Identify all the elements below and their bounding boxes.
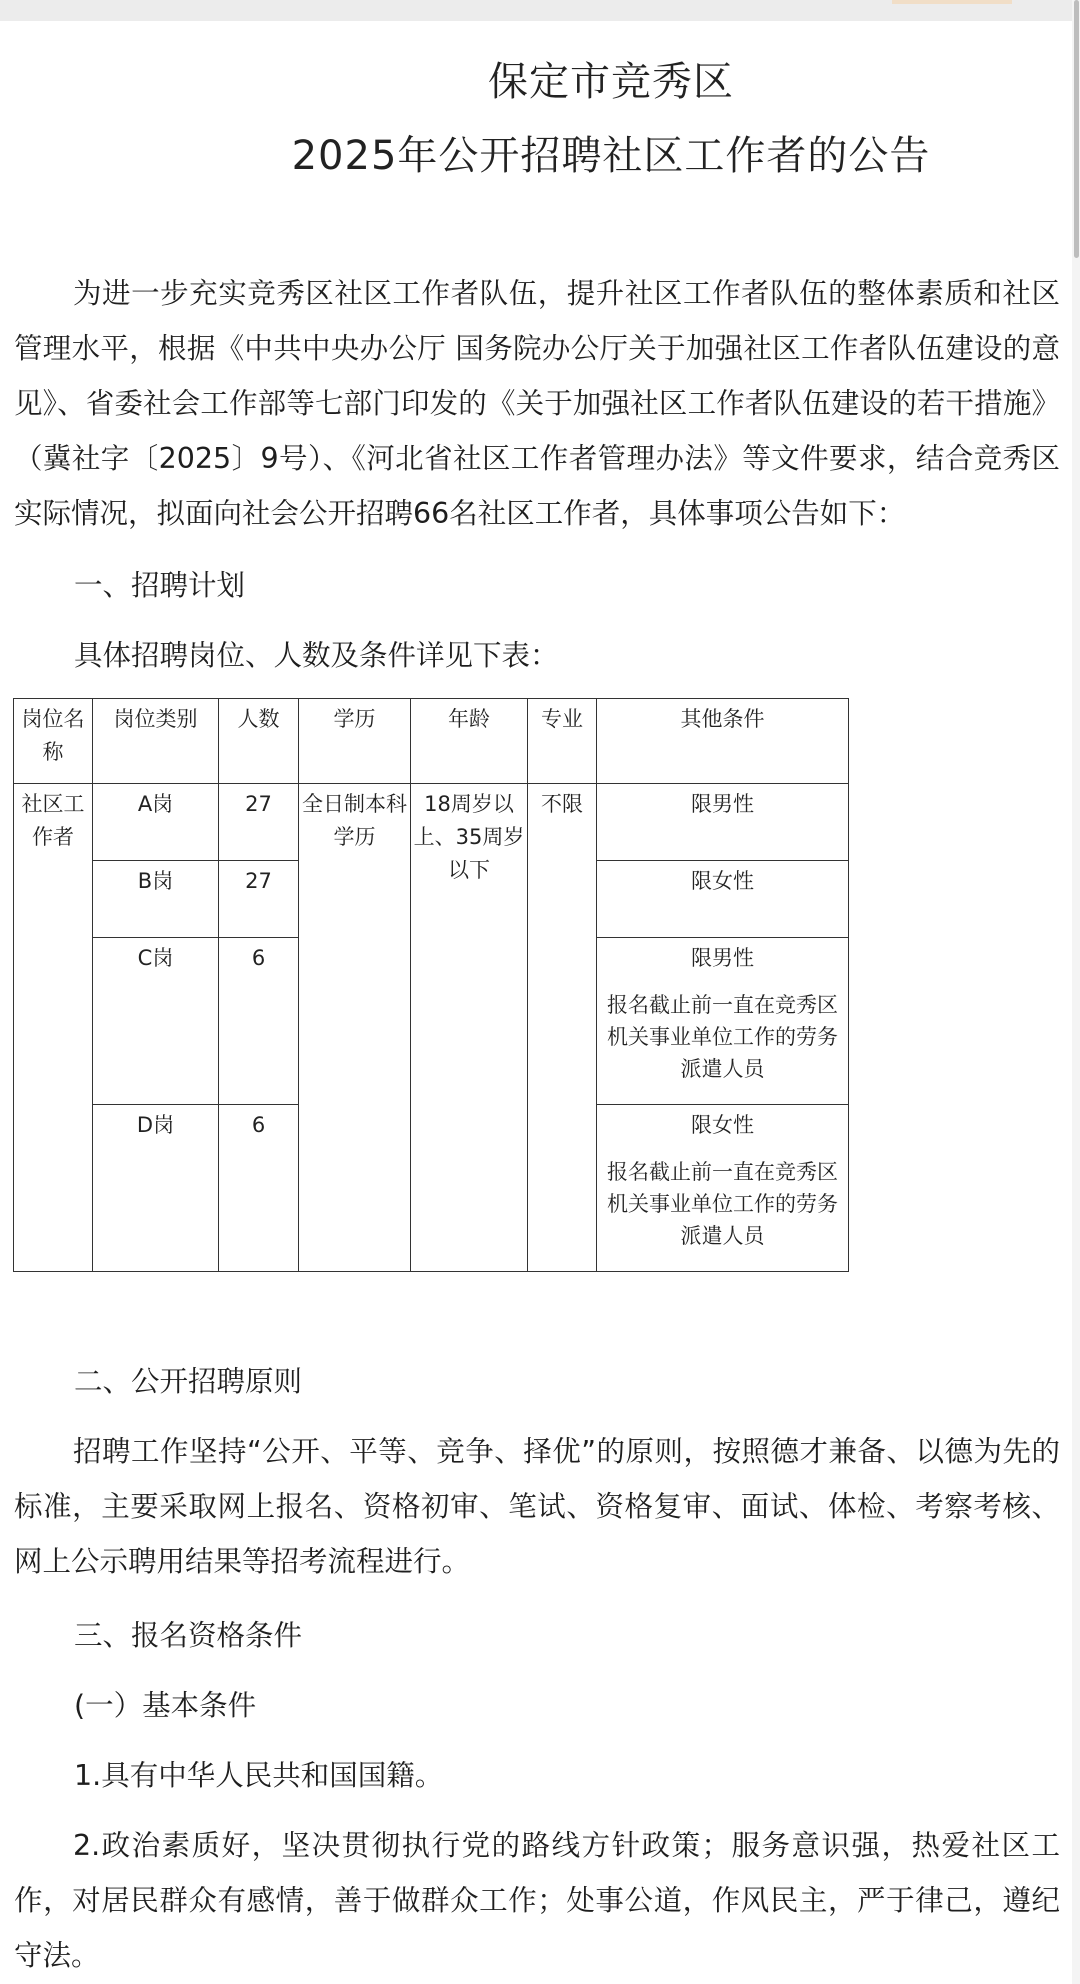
cell-count: 27 (219, 784, 299, 861)
header-count: 人数 (219, 699, 299, 784)
cell-major: 不限 (528, 784, 597, 1272)
scrollbar-thumb[interactable] (1074, 0, 1079, 258)
section2-body: 招聘工作坚持“公开、平等、竞争、择优”的原则，按照德才兼备、以德为先的标准，主要采取网上报名、资格初审、笔试、资格复审、面试、体检、考察考核、网上公示聘用结果等招考流程进行。 (14, 1435, 1060, 1578)
cell-condition (597, 784, 849, 861)
page-title-line-1: 保定市竞秀区 (488, 59, 734, 105)
section1-heading: 一、招聘计划 (74, 569, 246, 602)
cell-age: 18周岁以上、35周岁以下 (411, 784, 528, 1272)
table-row (14, 784, 849, 861)
condition-text: 限男性 (691, 946, 754, 970)
page-title-line-2: 2025年公开招聘社区工作者的公告 (291, 133, 931, 179)
top-bar (0, 0, 1072, 21)
section3-item2: 2.政治素质好，坚决贯彻执行党的路线方针政策；服务意识强，热爱社区工作，对居民群众有感情，善于做群众工作；处事公道，作风民主，严于律己，遵纪守法。 (14, 1829, 1060, 1972)
header-education: 学历 (299, 699, 411, 784)
table-header-row (14, 699, 849, 784)
cell-category: C岗 (93, 938, 219, 1105)
cell-count: 27 (219, 861, 299, 938)
recruitment-table (13, 698, 849, 1272)
condition-note: 报名截止前一直在竞秀区机关事业单位工作的劳务派遣人员 (607, 993, 838, 1081)
cell-condition (597, 1105, 849, 1272)
section3-heading: 三、报名资格条件 (74, 1619, 303, 1652)
header-category: 岗位类别 (93, 699, 219, 784)
condition-note: 报名截止前一直在竞秀区机关事业单位工作的劳务派遣人员 (607, 1160, 838, 1248)
cell-position-name: 社区工作者 (14, 784, 93, 1272)
cell-condition (597, 861, 849, 938)
condition-text: 限男性 (691, 792, 754, 816)
section2-heading: 二、公开招聘原则 (74, 1365, 303, 1398)
section1-intro: 具体招聘岗位、人数及条件详见下表： (74, 639, 559, 672)
condition-text: 限女性 (691, 869, 754, 893)
header-position: 岗位名称 (14, 699, 93, 784)
header-other: 其他条件 (597, 699, 849, 784)
header-major: 专业 (528, 699, 597, 784)
top-bar-accent (892, 0, 1012, 4)
scrollbar[interactable] (1072, 0, 1080, 1984)
condition-text: 限女性 (691, 1113, 754, 1137)
cell-count: 6 (219, 1105, 299, 1272)
cell-count: 6 (219, 938, 299, 1105)
cell-category: D岗 (93, 1105, 219, 1272)
cell-category: A岗 (93, 784, 219, 861)
section3-item1: 1.具有中华人民共和国国籍。 (74, 1759, 444, 1792)
section3-sub1: (一）基本条件 (74, 1689, 257, 1722)
cell-education: 全日制本科学历 (299, 784, 411, 1272)
cell-category: B岗 (93, 861, 219, 938)
cell-condition (597, 938, 849, 1105)
intro-paragraph: 为进一步充实竞秀区社区工作者队伍，提升社区工作者队伍的整体素质和社区管理水平，根据《中共中央办公厅 国务院办公厅关于加强社区工作者队伍建设的意见》、省委社会工作部等七部门印发的《关于加强社区工作者队伍建设的若干措施》（冀社字〔2025〕9号）、《河北省社区工作者管理办法》等文件要求，结合竞秀区实际情况，拟面向社会公开招聘66名社区工作者，具体事项公告如下： (14, 277, 1060, 530)
header-age: 年龄 (411, 699, 528, 784)
